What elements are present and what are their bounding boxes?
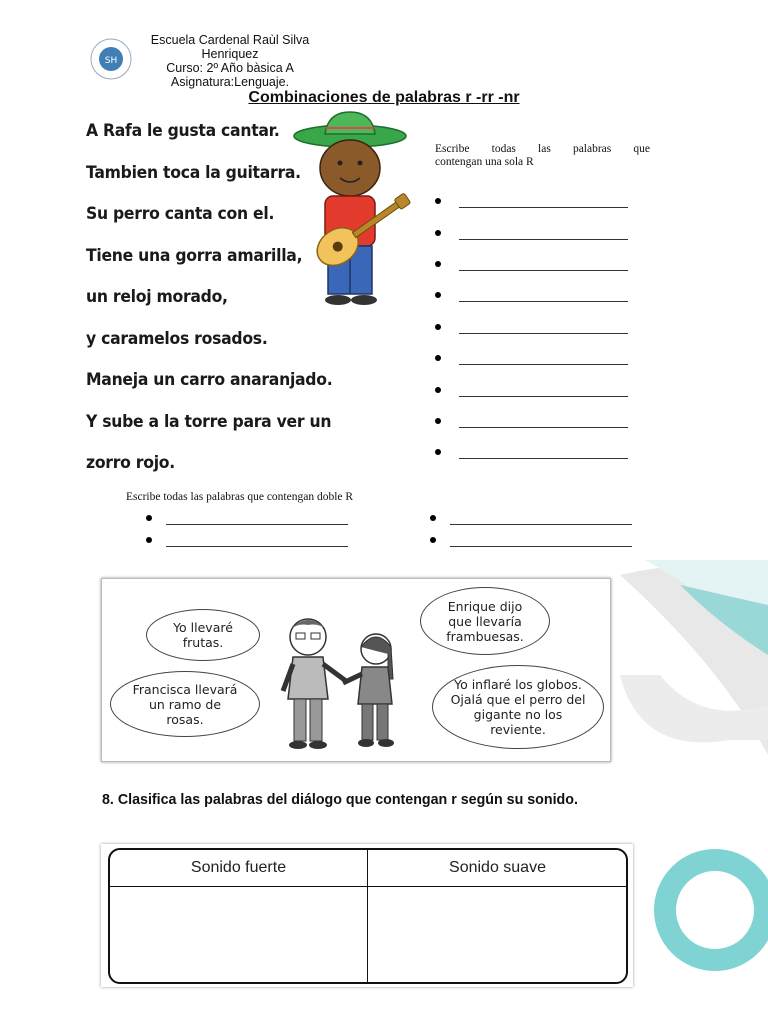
speech-bubble (420, 587, 550, 655)
school-info (140, 33, 320, 89)
svg-text:SH: SH (104, 56, 118, 66)
bullet-icon (435, 387, 441, 393)
school-name-line1: Escuela Cardenal Raùl Silva (150, 33, 310, 47)
bullet-icon (430, 515, 436, 521)
bullet-icon (435, 418, 441, 424)
poem-line: y caramelos rosados. (86, 328, 268, 349)
speech-bubble (146, 609, 260, 661)
dialog-illustration (101, 578, 611, 762)
column-header-soft-sound: Sonido suave (449, 859, 546, 876)
answer-line[interactable] (435, 229, 628, 243)
poem-line: Maneja un carro anaranjado. (86, 370, 333, 390)
page-title: Combinaciones de palabras r -rr -nr (248, 89, 520, 106)
column-header-strong-sound: Sonido fuerte (190, 859, 287, 876)
single-r-instruction (435, 143, 650, 169)
course-line: Curso: 2º Año bàsica A (166, 61, 294, 75)
bullet-icon (435, 449, 441, 455)
speech-bubble-text: Francisca llevará un ramo de rosas. (132, 681, 238, 727)
speech-bubble-text: Yo llevaré frutas. (173, 620, 233, 650)
answer-line[interactable] (430, 536, 632, 550)
poem-line: Su perro canta con el. (86, 204, 275, 224)
school-name-line2: Henriquez (201, 47, 259, 61)
speech-bubble-text: Enrique dijo que llevaría frambuesas. (446, 598, 524, 644)
children-illustration (258, 609, 428, 759)
speech-bubble (432, 665, 604, 749)
answer-line[interactable] (435, 197, 628, 211)
double-r-answers-right (430, 514, 632, 554)
answer-line[interactable] (435, 354, 628, 368)
poem-line: Y sube a la torre para ver un (86, 411, 332, 432)
soft-sound-answer-cell[interactable] (369, 888, 626, 982)
bullet-icon (435, 198, 441, 204)
answer-line[interactable] (435, 386, 628, 400)
strong-sound-answer-cell[interactable] (110, 888, 367, 982)
single-r-instruction-line2: contengan una sola R (435, 156, 534, 168)
bullet-icon (435, 230, 441, 236)
classification-table (101, 844, 633, 987)
poem-line: zorro rojo. (86, 453, 175, 473)
answer-line[interactable] (430, 514, 632, 528)
poem-line: un reloj morado, (86, 287, 228, 307)
answer-line[interactable] (435, 417, 628, 431)
poem-line: Tiene una gorra amarilla, (86, 245, 303, 266)
speech-bubble (110, 671, 260, 737)
double-r-instruction: Escribe todas las palabras que contengan doble R (126, 491, 354, 503)
double-r-answers-left (146, 514, 348, 554)
teal-ring (665, 860, 765, 960)
bullet-icon (146, 537, 152, 543)
question-8: 8. Clasifica las palabras del diálogo que contengan r según su sonido. (102, 791, 578, 808)
single-r-instruction-line1: Escribe todas las palabras que (435, 143, 650, 155)
subject-line: Asignatura:Lenguaje. (170, 75, 290, 89)
bullet-icon (435, 324, 441, 330)
answer-line[interactable] (146, 536, 348, 550)
bullet-icon (435, 261, 441, 267)
bullet-icon (435, 292, 441, 298)
boy-with-guitar-illustration (290, 108, 430, 313)
poem-line: Tambien toca la guitarra. (86, 162, 301, 183)
bullet-icon (430, 537, 436, 543)
speech-bubble-text: Yo inflaré los globos. Ojalá que el perro del gigante no los reviente. (450, 677, 586, 737)
bullet-icon (146, 515, 152, 521)
answer-line[interactable] (435, 323, 628, 337)
answer-line[interactable] (435, 291, 628, 305)
poem-line: A Rafa le gusta cantar. (86, 121, 280, 141)
bullet-icon (435, 355, 441, 361)
answer-line[interactable] (435, 260, 628, 274)
table-frame (108, 848, 628, 984)
school-logo (90, 38, 132, 80)
answer-line[interactable] (435, 448, 628, 462)
single-r-answer-list (435, 197, 628, 467)
answer-line[interactable] (146, 514, 348, 528)
